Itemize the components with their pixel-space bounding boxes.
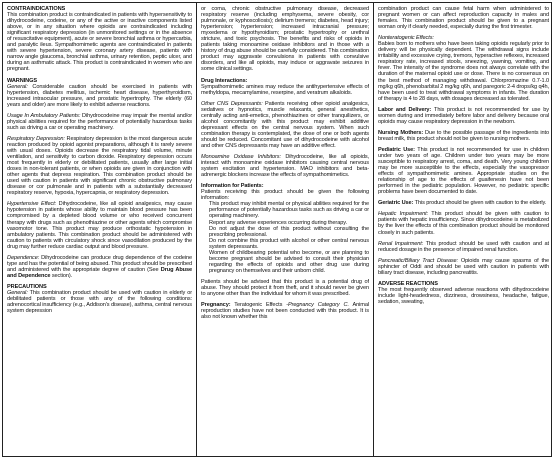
list-item: • Do not combine this product with alcohol or other central nervous system depressants. — [209, 238, 369, 250]
pancreatic-paragraph — [378, 258, 549, 276]
geriatric-paragraph — [378, 200, 549, 206]
pregnancy-continued-text: combination product can cause fetal harm when administered to pregnant women or can affect reproduction capacity in males and females. This combination product should be given to a pregnant woman only if clearly needed, especially during the first trimester. — [378, 6, 549, 31]
pancreatic-text: Opioids may cause spasms of the sphincter of Oddi and should be used with caution in patients with biliary tract disease, including pancreatitis. — [378, 257, 549, 276]
labor-text: This product is not recommended for use by women during and immediately before labor and delivery because oral opioids may cause respiratory depression in the newborn. — [378, 106, 549, 125]
dependence-text: Dihydrocodeine can produce drug dependence of the codeine type and has the potential of being abused. This product should be prescribed and administered with the appropriate degree of caution (See — [7, 254, 192, 273]
dependence-lead: Dependence: — [7, 254, 40, 261]
maoi-text: Dihydrocodeine, like all opioids, interact with monoamine oxidase inhibitors causing central nervous system excitation and hypertension. MAO inhibitors and beta-adrenergic blockers increase the effects of sympathomimetics. — [201, 154, 369, 179]
nursing-lead: Nursing Mothers: — [378, 129, 424, 136]
dependence-ref: Drug Abuse and Dependence — [7, 266, 192, 279]
warnings-general-text: Considerable caution should be exercised in patients with hypertension, diabetes mellitus, ischemic heart disease, hyperthyroidism, increased intraocular pressure, and prostatic hypertrophy. The elderly (60 years and older) are more likely to exhibit adverse reactions. — [7, 83, 192, 108]
pancreatic-lead: Pancreatic/Biliary Tract Disease: — [378, 257, 458, 264]
dependence-end: section). — [51, 272, 73, 279]
pregnancy-text: Teratogenic Effects - — [234, 302, 288, 309]
hepatic-lead: Hepatic Impairment: — [378, 211, 429, 218]
hypertensive-lead: Hypertensive Effect: — [7, 201, 57, 208]
hepatic-text: This product should be given with caution to patients with hepatic insufficiency. Since dihydrocodeine is metabolized by the liver the effects of this combination product should be monitored closely in such patients. — [378, 211, 549, 236]
nursing-text: Due to the possible passage of the ingredients into breast milk, this product should not be given to nursing mothers. — [378, 129, 549, 142]
cns-text: Patients receiving other opioid analgesics, sedatives or hypnotics, muscle relaxants, general anesthetics, centrally acting anti-emetics, phenothiazines or other tranquilizers, or alcohol concomitantly with this product may exhibit additive depressant effects on the central nervous system. When such combination therapy is contemplated, the dose of one or both agents should be reduced. Concomitant use of dihydrocodeine with alcohol and other CNS depressants may have an additive effect. — [201, 100, 369, 149]
column-divider — [196, 3, 197, 456]
text-column-middle — [201, 6, 369, 454]
list-item: • This product may inhibit mental or physical abilities required for the performance of potentially hazardous tasks such as driving a car or operating machinery. — [209, 201, 369, 219]
nonteratogenic-paragraph — [378, 35, 549, 102]
renal-paragraph — [378, 241, 549, 253]
pregnancy-category: Pregnancy Category C. — [287, 302, 349, 309]
labor-paragraph — [378, 107, 549, 125]
precautions-general-paragraph — [7, 290, 192, 314]
precautions-general-lead: General: — [7, 289, 28, 296]
list-item: • Women of childbearing potential who become, or are planning to become pregnant should be advised to consult their physician regarding the effects of opioids and other drug use during pregnancy on themselves and their unborn child. — [209, 250, 369, 274]
respiratory-text: Respiratory depression is the most dangerous acute reaction produced by opioid agonist preparations, although it is rarely severe with usual doses. Opioids decrease the respiratory tidal volume, minute ventilation, and sensitivity to carbon dioxide. Respiratory depression occurs most frequently in elderly or debilitated patients, usually after large initial doses in non-tolerant patients, or when opioids are given in conjunction with other agents that depress respiration. This combination product should be used with caution in patients with significant chronic obstructive pulmonary disease or cor pulmonale and in patients with a substantially decreased respiratory reserve, hypoxia, hypercapnia, or respiratory depression. — [7, 135, 192, 197]
respiratory-lead: Respiratory Depression: — [7, 135, 65, 142]
hepatic-paragraph — [378, 211, 549, 235]
nonteratogenic-text: Babies born to mothers who have been taking opioids regularly prior to delivery will be physically dependent. The withdrawal signs include irritability and excessive crying, tremors, hyperactive reflexes, increased respiratory rate, increased stools, sneezing, yawning, vomiting, and fever. The intensity of the syndrome does not always correlate with the duration of the maternal opioid use or dose. There is no consensus on the best method of managing withdrawal. Chlorpromazine 0.7-1.0 mg/kg q6h, phenobarbital 2 mg/kg q6h, and paregoric 2-4 drops/kg q4h, have been used to treat withdrawal symptoms in infants. The duration of therapy is 4 to 28 days, with dosages decreased as tolerated. — [378, 41, 549, 102]
precautions-general-text: This combination product should be used with caution in elderly or debilitated patients or those with any of the following conditions: adrenocortical insufficiency (e.g., Addison's disease), asthma, central nervous system depression — [7, 289, 192, 315]
cns-lead: Other CNS Depressants: — [201, 100, 263, 107]
contraindications-text: This combination product is contraindicated in patients with hypersensitivity to dihydrocodeine, codeine, or any of the active or inactive components listed above, or in any situation where opioids are contraindicated including significant respiratory depression (in unmonitored settings or in the absence of resuscitative equipment), acute or severe bronchial asthma or hypercarbia, and paralytic ileus. Sympathomimetic agents are contraindicated in patients with severe hypertension, severe coronary artery disease, patients with narrow angle glaucoma, bronchial asthma, urinary retention, peptic ulcer, and during an asthmatic attack. This product is contraindicated in women who are pregnant. — [7, 12, 192, 73]
contraindications-heading: CONTRAINDICATIONS — [7, 6, 66, 12]
adverse-reactions-text: The most frequently observed adverse reactions with dihydrocodeine include light-headedness, dizziness, drowsiness, headache, fatigue, sedation, sweating, — [378, 286, 549, 305]
adverse-reactions-heading: ADVERSE REACTIONS — [378, 280, 438, 287]
text-column-right — [378, 6, 549, 454]
precautions-continued-text: or coma, chronic obstructive pulmonary disease, decreased respiratory reserve (including emphysema, severe obesity, cor pulmonale, or kyphoscoliosis); delirium tremens; diabetes, head injury; hypertension; hypertension; increased intracranial pressure; myxedema or hypothyroidism; prostatic hypertrophy or urethral stricture, and toxic psychosis. The benefits and risks of opioids in patients taking monoamine oxidase inhibitors and in those with a history of drug abuse should be carefully considered. This combination product may aggravate convulsions in patients with convulsive disorders, and like all opioids, may induce or aggravate seizures in some clinical settings. — [201, 6, 369, 73]
labor-lead: Labor and Delivery: — [378, 106, 432, 113]
patient-info-heading: Information for Patients: — [201, 183, 264, 190]
patient-info-intro: Patients receiving this product should be given the following information: — [201, 189, 369, 202]
patient-info-list — [201, 201, 369, 274]
pediatric-text: This product is not recommended for use in children under two years of age. Children under two years may be more susceptible to respiratory arrest, coma, and death. Very young children may be more susceptible to the effects, especially the vasopressor effects of sympathomimetic amines. Appropriate studies on the relationship of age to the effects of guaifenesin have not been performed in the pediatric population. However, no pediatric specific problems have been documented to date. — [378, 146, 549, 196]
geriatric-text: This product should be given with caution to the elderly. — [414, 200, 547, 207]
renal-text: This product should be used with caution and at reduced dosage in the presence of impaired renal function. — [378, 240, 549, 253]
hypertensive-text: Dihydrocodeine, like all opioid analgesics, may cause hypotension in patients whose ability to maintain blood pressure has been compromised by a depleted blood volume or who received concurrent therapy with drugs such as phenothiazine or other agents which compromise vasomotor tone. This product may produce orthostatic hypotension in ambulatory patients. This combination product should be administered with caution to patients with circulatory shock since vasodilation produced by the drug may further reduce cardiac output and blood pressure. — [7, 201, 192, 250]
package-insert-panel — [2, 2, 552, 457]
dependence-paragraph — [7, 255, 192, 279]
maoi-paragraph — [201, 154, 369, 178]
nursing-paragraph — [378, 130, 549, 142]
hypertensive-paragraph — [7, 201, 192, 249]
renal-lead: Renal Impairment: — [378, 240, 424, 247]
warnings-general-paragraph — [7, 84, 192, 108]
drug-interactions-text: Sympathomimetic amines may reduce the antihypertensive effects of methyldopa, mecamylamine, reserpine, and veratrum alkaloids. — [201, 83, 369, 96]
cns-paragraph — [201, 101, 369, 149]
list-item: • Report any adverse experiences occurring during therapy. — [209, 220, 369, 226]
warnings-general-lead: General: — [7, 83, 28, 90]
pediatric-paragraph — [378, 147, 549, 195]
ambulatory-paragraph — [7, 113, 192, 131]
pregnancy-lead: Pregnancy: — [201, 302, 231, 309]
patient-info-outro: Patients should be advised that this product is a potential drug of abuse. They should protect it from theft, and it should never be given to anyone other than the individual for whom it was prescribed. — [201, 278, 369, 298]
nonteratogenic-lead: Nonteratogenic Effects: — [378, 35, 434, 42]
warnings-heading: WARNINGS — [7, 77, 37, 84]
respiratory-paragraph — [7, 136, 192, 196]
pediatric-lead: Pediatric Use: — [378, 146, 415, 153]
precautions-heading: PRECAUTIONS — [7, 283, 47, 290]
text-column-left — [7, 6, 192, 454]
pregnancy-text-cont: Animal reproduction studies have not been conducted with this product. It is also not known whether this — [201, 302, 369, 321]
list-item: • Do not adjust the dose of this product without consulting the prescribing professional. — [209, 226, 369, 238]
drug-interactions-heading: Drug Interactions: — [201, 77, 248, 84]
column-divider — [373, 3, 374, 456]
pregnancy-paragraph — [201, 302, 369, 320]
ambulatory-text: Dihydrocodeine may impair the mental and/or physical abilities required for the performance of potentially hazardous tasks such as driving a car or operating machinery. — [7, 112, 192, 131]
geriatric-lead: Geriatric Use: — [378, 200, 414, 207]
ambulatory-lead: Usage In Ambulatory Patients: — [7, 112, 81, 119]
maoi-lead: Monoamine Oxidase Inhibitors: — [201, 154, 281, 161]
